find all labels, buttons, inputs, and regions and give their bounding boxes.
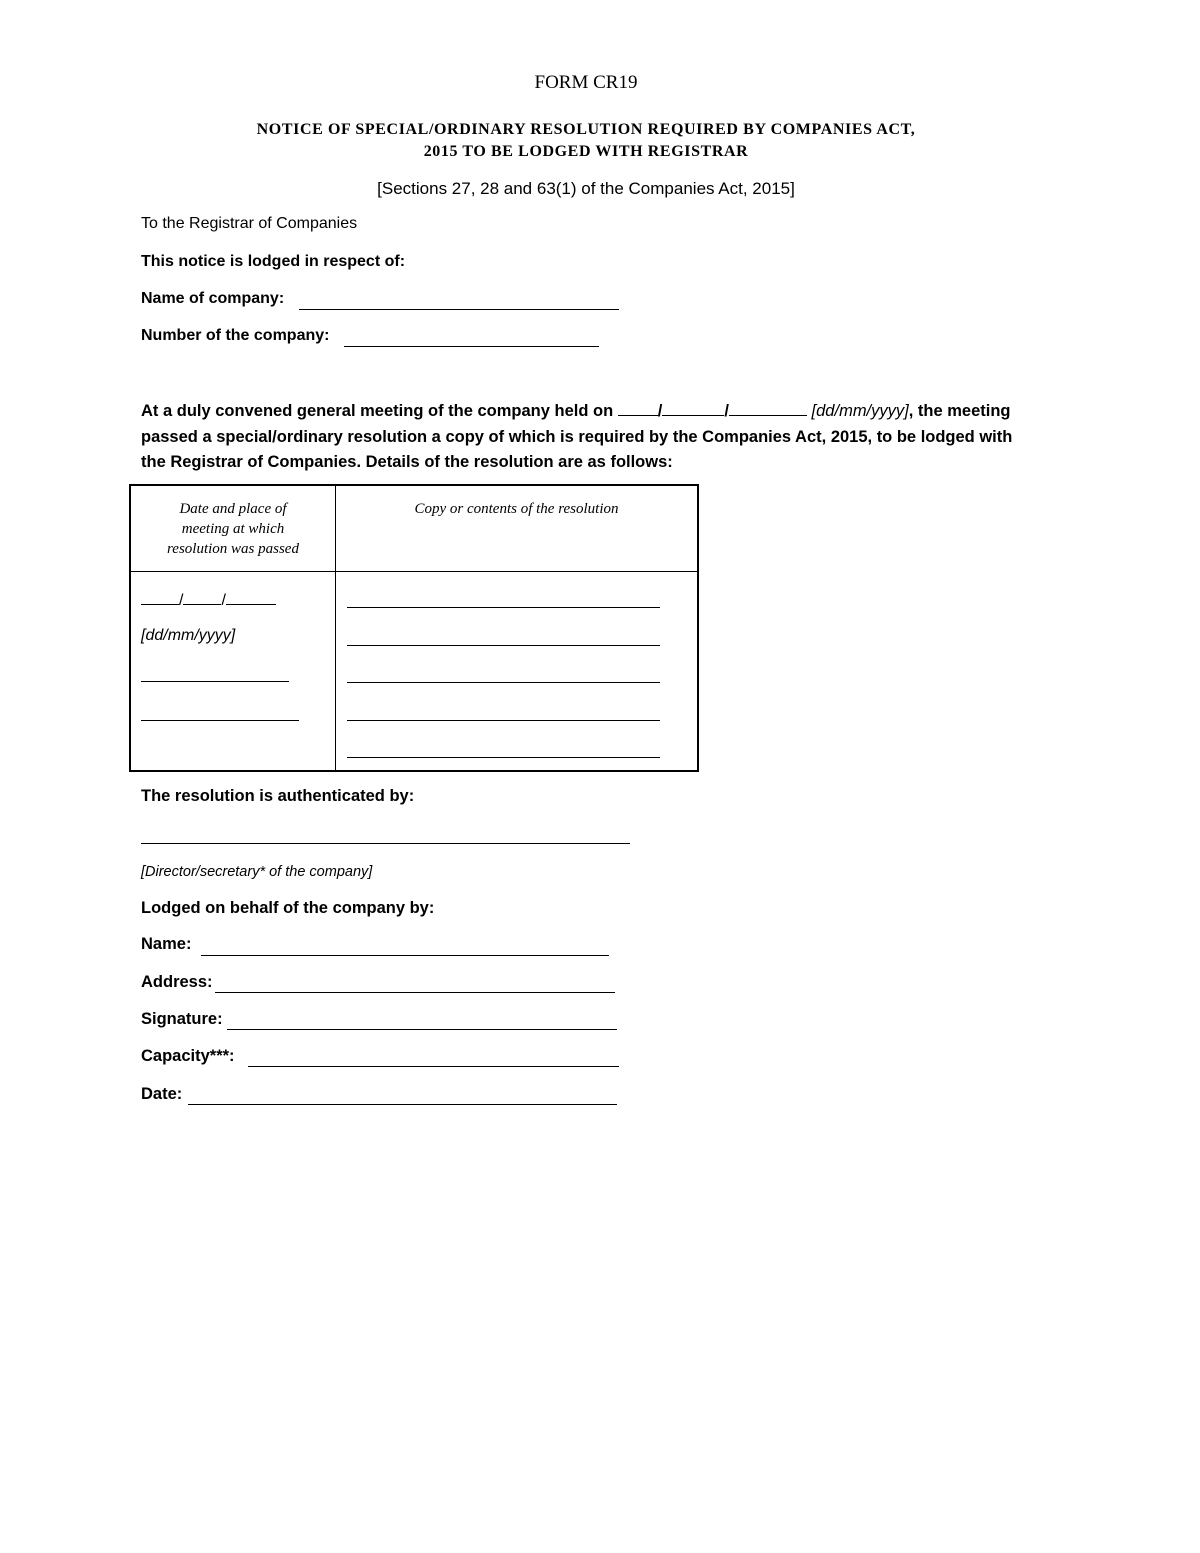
capacity-label: Capacity***:	[141, 1047, 235, 1065]
address-field[interactable]	[215, 992, 615, 993]
company-name-field[interactable]	[299, 309, 619, 310]
date-separator: /	[221, 592, 226, 609]
lodged-by-label: Lodged on behalf of the company by:	[141, 899, 435, 917]
date-field[interactable]	[188, 1104, 617, 1105]
resolution-line-4[interactable]	[347, 720, 660, 721]
date-label: Date:	[141, 1085, 183, 1103]
authentication-signature-field[interactable]	[141, 843, 630, 844]
table-year-field[interactable]	[226, 588, 276, 605]
company-name-label: Name of company:	[141, 290, 285, 307]
meeting-text: , the meeting	[908, 402, 1011, 420]
meeting-day-field[interactable]	[618, 399, 658, 416]
date-separator: /	[179, 592, 184, 609]
table-date-field	[141, 588, 276, 610]
table-column-divider	[335, 486, 336, 770]
table-header-resolution: Copy or contents of the resolution	[414, 501, 619, 517]
date-format-hint: [dd/mm/yyyy]	[811, 402, 909, 420]
addressee: To the Registrar of Companies	[141, 215, 358, 232]
company-number-field[interactable]	[344, 346, 599, 347]
signature-label: Signature:	[141, 1010, 223, 1028]
header-text: resolution was passed	[167, 541, 299, 557]
name-field[interactable]	[201, 955, 609, 956]
table-place-field-1[interactable]	[141, 681, 289, 682]
company-number-label: Number of the company:	[141, 327, 330, 344]
table-header-date-place	[131, 499, 335, 559]
table-month-field[interactable]	[183, 588, 221, 605]
resolution-line-3[interactable]	[347, 682, 660, 683]
statutory-sections: [Sections 27, 28 and 63(1) of the Companies Act, 2015]	[377, 179, 795, 198]
table-place-field-2[interactable]	[141, 720, 299, 721]
signature-field[interactable]	[227, 1029, 617, 1030]
table-date-format-hint: [dd/mm/yyyy]	[141, 627, 236, 644]
meeting-text: At a duly convened general meeting of the company held on	[141, 402, 614, 420]
resolution-line-5[interactable]	[347, 757, 660, 758]
form-number: FORM CR19	[534, 72, 638, 93]
meeting-line-3: the Registrar of Companies. Details of the resolution are as follows:	[141, 453, 673, 471]
resolution-line-2[interactable]	[347, 645, 660, 646]
table-day-field[interactable]	[141, 588, 179, 605]
name-label: Name:	[141, 935, 192, 953]
header-text: meeting at which	[181, 521, 285, 537]
date-separator: /	[657, 402, 663, 420]
resolution-table	[129, 484, 699, 772]
meeting-year-field[interactable]	[729, 399, 807, 416]
capacity-field[interactable]	[248, 1066, 619, 1067]
table-header-divider	[131, 571, 697, 572]
meeting-line-1	[141, 399, 1012, 425]
resolution-line-1[interactable]	[347, 607, 660, 608]
form-heading-line-2: 2015 TO BE LODGED WITH REGISTRAR	[423, 143, 749, 160]
header-text: Date and place of	[179, 501, 287, 517]
address-label: Address:	[141, 973, 213, 991]
meeting-line-2: passed a special/ordinary resolution a copy of which is required by the Companies Act, 2015, to be lodged with	[141, 427, 1013, 446]
respect-of-label: This notice is lodged in respect of:	[141, 253, 406, 270]
meeting-month-field[interactable]	[662, 399, 724, 416]
meeting-paragraph	[141, 399, 1012, 476]
date-separator: /	[724, 402, 729, 420]
form-heading-line-1: NOTICE OF SPECIAL/ORDINARY RESOLUTION REQUIRED BY COMPANIES ACT,	[256, 121, 916, 138]
authentication-role-note: [Director/secretary* of the company]	[141, 864, 373, 880]
authenticated-by-label: The resolution is authenticated by:	[141, 787, 415, 805]
